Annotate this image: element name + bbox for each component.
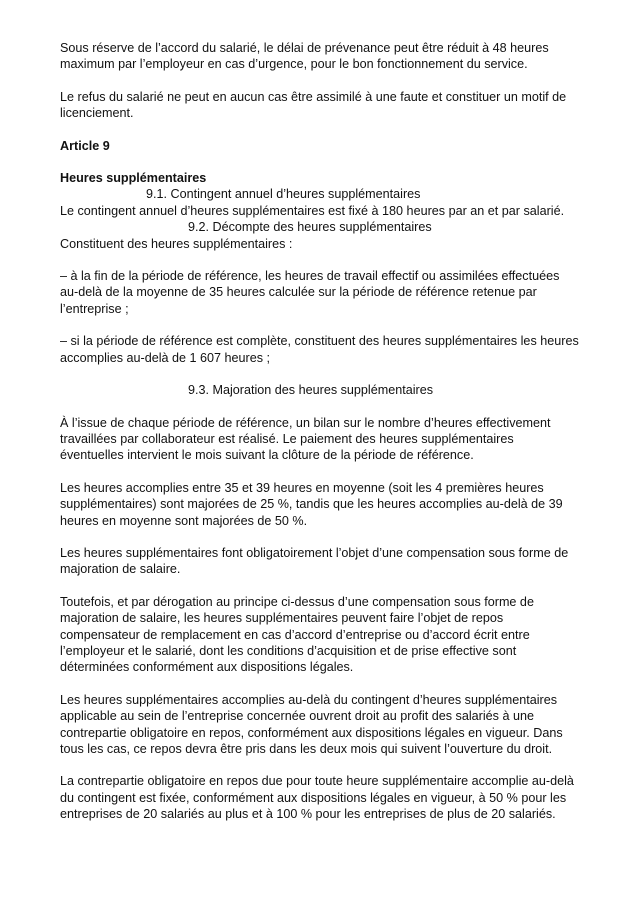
paragraph-refus: Le refus du salarié ne peut en aucun cas être assimilé à une faute et constituer un motif de licenciement. [60,89,567,121]
paragraph-contrepartie: La contrepartie obligatoire en repos due pour toute heure supplémentaire accomplie au-delà du contingent est fixée, conformément aux dispositions légales en vigueur, à 50 % pour les entreprises de 20 salariés au plus et à 100 % pour les entreprises de plus de 20 salariés. [60,774,574,822]
paragraph-majoration-taux: Les heures accomplies entre 35 et 39 heures en moyenne (soit les 4 premières heures supplémentaires) sont majorées de 25 %, tandis que les heures accomplies au-delà de 39 heures en moyenne sont majorées de 50 %. [60,480,563,528]
subsection-text-9-2: Constituent des heures supplémentaires : [60,236,293,251]
subsection-text-9-1: Le contingent annuel d’heures supplémentaires est fixé à 180 heures par an et par salarié. [60,203,565,218]
section-title: Heures supplémentaires [60,171,207,186]
article-heading: Article 9 [60,138,110,153]
paragraph-bilan: À l’issue de chaque période de référence, un bilan sur le nombre d’heures effectivement travaillées par collaborateur est réalisé. Le paiement des heures supplémentaires éventuelles intervient le mois suivant la clôture de la période de référence. [60,415,551,463]
paragraph-derogation: Toutefois, et par dérogation au principe ci-dessus d’une compensation sous forme de majoration de salaire, les heures supplémentaires peuvent faire l’objet de repos compensateur de remplacement en cas d’accord d’entreprise ou d’accord écrit entre l’employeur et le salarié, dont les conditions d’acquisition et de prise effective sont déterminées conformément aux dispositions légales. [60,594,534,675]
subsection-title-9-3: 9.3. Majoration des heures supplémentaires [188,383,434,398]
list-item-bullet-1: – à la fin de la période de référence, les heures de travail effectif ou assimilées effectuées au-delà de la moyenne de 35 heures calculée sur la période de référence retenue par l’entreprise ; [60,269,560,316]
paragraph-prevenance: Sous réserve de l’accord du salarié, le délai de prévenance peut être réduit à 48 heures maximum par l’employeur en cas d’urgence, pour le bon fonctionnement du service. [60,41,549,72]
subsection-title-9-1: 9.1. Contingent annuel d’heures supplémentaires [146,187,421,202]
section-block [60,170,580,252]
document-page [60,40,580,839]
paragraph-contingent: Les heures supplémentaires accomplies au-delà du contingent d’heures supplémentaires applicable au sein de l’entreprise concernée ouvrent droit au profit des salariés à une contrepartie obligatoire en repos, conformément aux dispositions légales en vigueur. Dans tous les cas, ce repos devra être pris dans les deux mois qui suivent l’ouverture du droit. [60,692,563,756]
list-item-bullet-2: – si la période de référence est complète, constituent des heures supplémentaires les heures accomplies au-delà de 1 607 heures ; [60,334,579,365]
paragraph-compensation: Les heures supplémentaires font obligatoirement l’objet d’une compensation sous forme de majoration de salaire. [60,545,569,577]
subsection-title-9-2: 9.2. Décompte des heures supplémentaires [188,220,432,235]
